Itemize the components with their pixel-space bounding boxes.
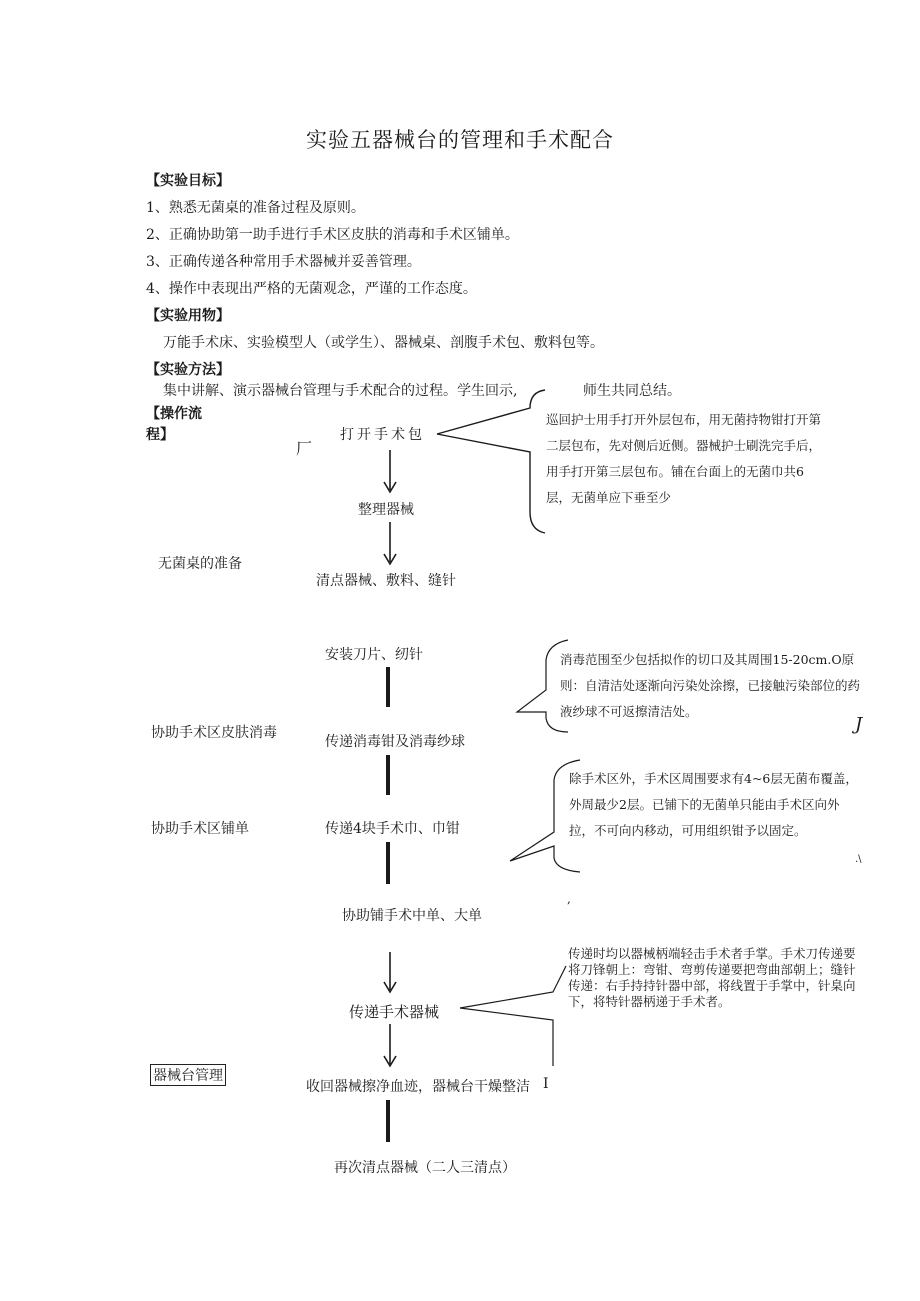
objective-item: 2、正确协助第一助手进行手术区皮肤的消毒和手术区铺单。 (146, 227, 519, 243)
step-lay-drapes: 协助铺手术中单、大单 (342, 908, 482, 924)
stray-mark: 厂 (296, 439, 313, 458)
materials-text: 万能手术床、实验模型人（或学生）、器械桌、剖腹手术包、敷料包等。 (163, 335, 604, 351)
step-recount-instruments: 再次清点器械（二人三清点） (334, 1160, 516, 1176)
step-install-blade: 安装刀片、纫针 (325, 647, 423, 663)
stray-mark: I (543, 1076, 549, 1092)
flow-bar (386, 667, 390, 707)
section-label-skin-disinfect: 协助手术区皮肤消毒 (151, 725, 277, 741)
note-instrument-passing: 传递时均以器械柄端轻击手术者手掌。手术刀传递要将刀锋朝上：弯钳、弯剪传递要把弯曲部朝上；缝针传递：右手持持针器中部，将线置于手掌中，针臬向下，将特针器柄递于手术者。 (568, 946, 856, 1009)
objective-item: 4、操作中表现出严格的无菌观念，严谨的工作态度。 (146, 281, 477, 297)
step-count-instruments: 清点器械、敷料、缝针 (316, 573, 456, 589)
process-heading-line2: 程】 (146, 427, 174, 443)
objectives-heading: 【实验目标】 (146, 173, 230, 189)
process-heading-line1: 【操作流 (146, 406, 202, 422)
callout-brace (437, 390, 545, 533)
section-label-draping: 协助手术区铺单 (151, 821, 249, 837)
methods-text-b: 师生共同总结。 (583, 383, 681, 399)
step-open-pack: 打开手术包 (340, 427, 425, 443)
materials-heading: 【实验用物】 (146, 308, 230, 324)
note-sterile-table: 巡回护士用手打开外层包布，用无菌持物钳打开第二层包布，先对侧后近侧。器械护士刷洗完手后，用手打开第三层包布。铺在台面上的无菌巾共6层，无菌单应下垂至少 (546, 412, 822, 505)
stray-mark: .\ (855, 854, 862, 865)
note-draping: 除手术区外，手术区周围要求有4~6层无菌布覆盖，外周最少2层。已铺下的无菌单只能由手术区向外拉，不可向内移动，可用组织钳予以固定。 (569, 771, 858, 838)
note-skin-disinfect: 消毒范围至少包括拟作的切口及其周围15-20cm.O原则：自清洁处逐渐向污染处涂擦，已接触污染部位的药液纱球不可返擦清洁处。 (560, 652, 861, 719)
flow-bar (386, 842, 390, 884)
methods-heading: 【实验方法】 (146, 362, 230, 378)
section-label-sterile-table: 无菌桌的准备 (158, 556, 242, 572)
step-collect-instruments: 收回器械擦净血迹，器械台干燥整洁 (306, 1079, 530, 1095)
callout-brace (460, 966, 566, 1066)
stray-mark: J (855, 714, 863, 735)
objective-item: 1、熟悉无菌桌的准备过程及原则。 (146, 200, 365, 216)
step-arrange-instruments: 整理器械 (358, 502, 414, 518)
flow-bar (386, 1100, 390, 1142)
step-pass-disinfect: 传递消毒钳及消毒纱球 (325, 734, 465, 750)
page-title: 实验五器械台的管理和手术配合 (306, 128, 614, 152)
objective-item: 3、正确传递各种常用手术器械并妥善管理。 (146, 254, 421, 270)
methods-text-a: 集中讲解、演示器械台管理与手术配合的过程。学生回示, (163, 383, 518, 399)
flow-bar (386, 755, 390, 795)
stray-mark: , (567, 892, 571, 906)
section-label-instrument-table: 器械台管理 (150, 1064, 226, 1086)
step-pass-instruments: 传递手术器械 (349, 1003, 440, 1021)
step-pass-towels: 传递4块手术巾、巾钳 (325, 821, 460, 837)
